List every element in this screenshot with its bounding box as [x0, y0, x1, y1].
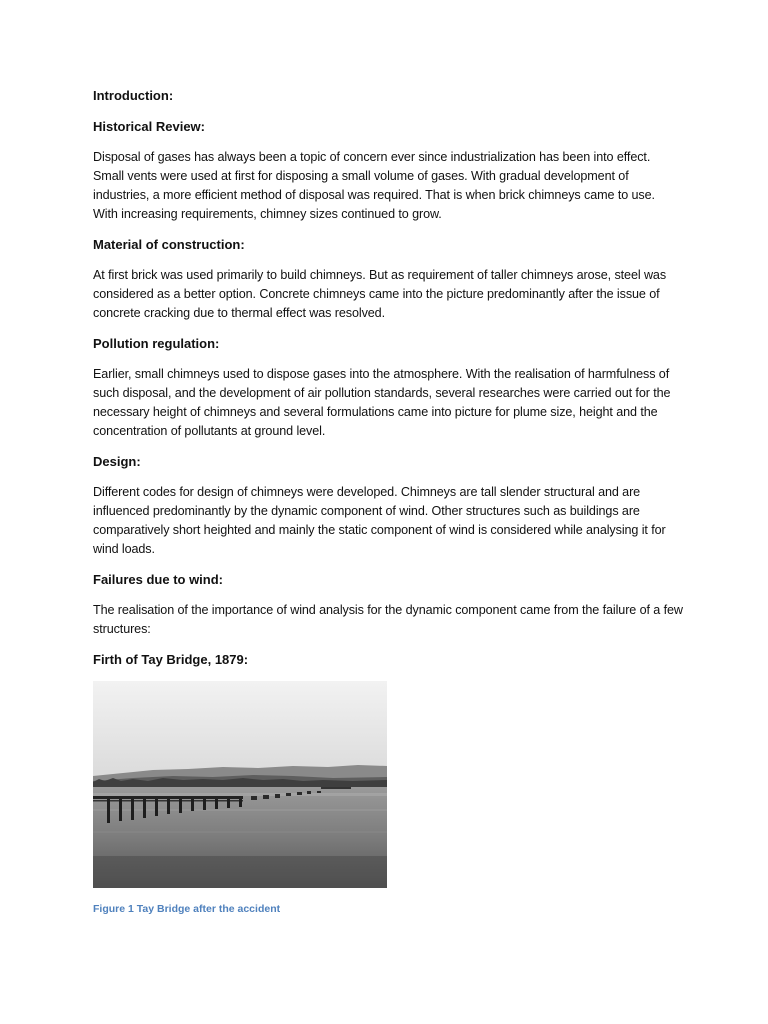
design-heading: Design: — [93, 454, 141, 469]
failures-paragraph: The realisation of the importance of wind analysis for the dynamic component came from the failure of a few structures: — [93, 603, 683, 636]
historical-review-heading: Historical Review: — [93, 119, 205, 134]
design-paragraph: Different codes for design of chimneys were developed. Chimneys are tall slender structural and are influenced predominantly by the dynamic component of wind. Other structures such as buildings are comparatively short heighted and mainly the static component of wind is considered while analysing it for wind loads. — [93, 485, 666, 556]
figure-caption: Figure 1 Tay Bridge after the accident — [93, 903, 281, 915]
introduction-heading: Introduction: — [93, 88, 174, 103]
failures-heading: Failures due to wind: — [93, 572, 224, 587]
tay-bridge-heading: Firth of Tay Bridge, 1879: — [93, 652, 249, 667]
figure — [93, 681, 387, 916]
material-paragraph: At first brick was used primarily to build chimneys. But as requirement of taller chimneys arose, steel was considered as a better option. Concrete chimneys came into the picture predominantly after the issue of concrete cracking due to thermal effect was resolved. — [93, 268, 667, 320]
material-heading: Material of construction: — [93, 237, 245, 252]
pollution-paragraph: Earlier, small chimneys used to dispose gases into the atmosphere. With the realisation of harmfulness of such disposal, and the development of air pollution standards, several researches were carried out for the necessary height of chimneys and several formulations came into picture for plume size, height and the concentration of pollutants at ground level. — [93, 367, 671, 438]
pollution-heading: Pollution regulation: — [93, 336, 220, 351]
document-page — [93, 86, 683, 916]
historical-review-paragraph: Disposal of gases has always been a topic of concern ever since industrialization has been into effect. Small vents were used at first for disposing a small volume of gases. With gradual development of industries, a more efficient method of disposal was required. That is when brick chimneys came to use. With increasing requirements, chimney sizes continued to grow. — [93, 150, 655, 221]
tay-bridge-photo — [93, 681, 387, 888]
